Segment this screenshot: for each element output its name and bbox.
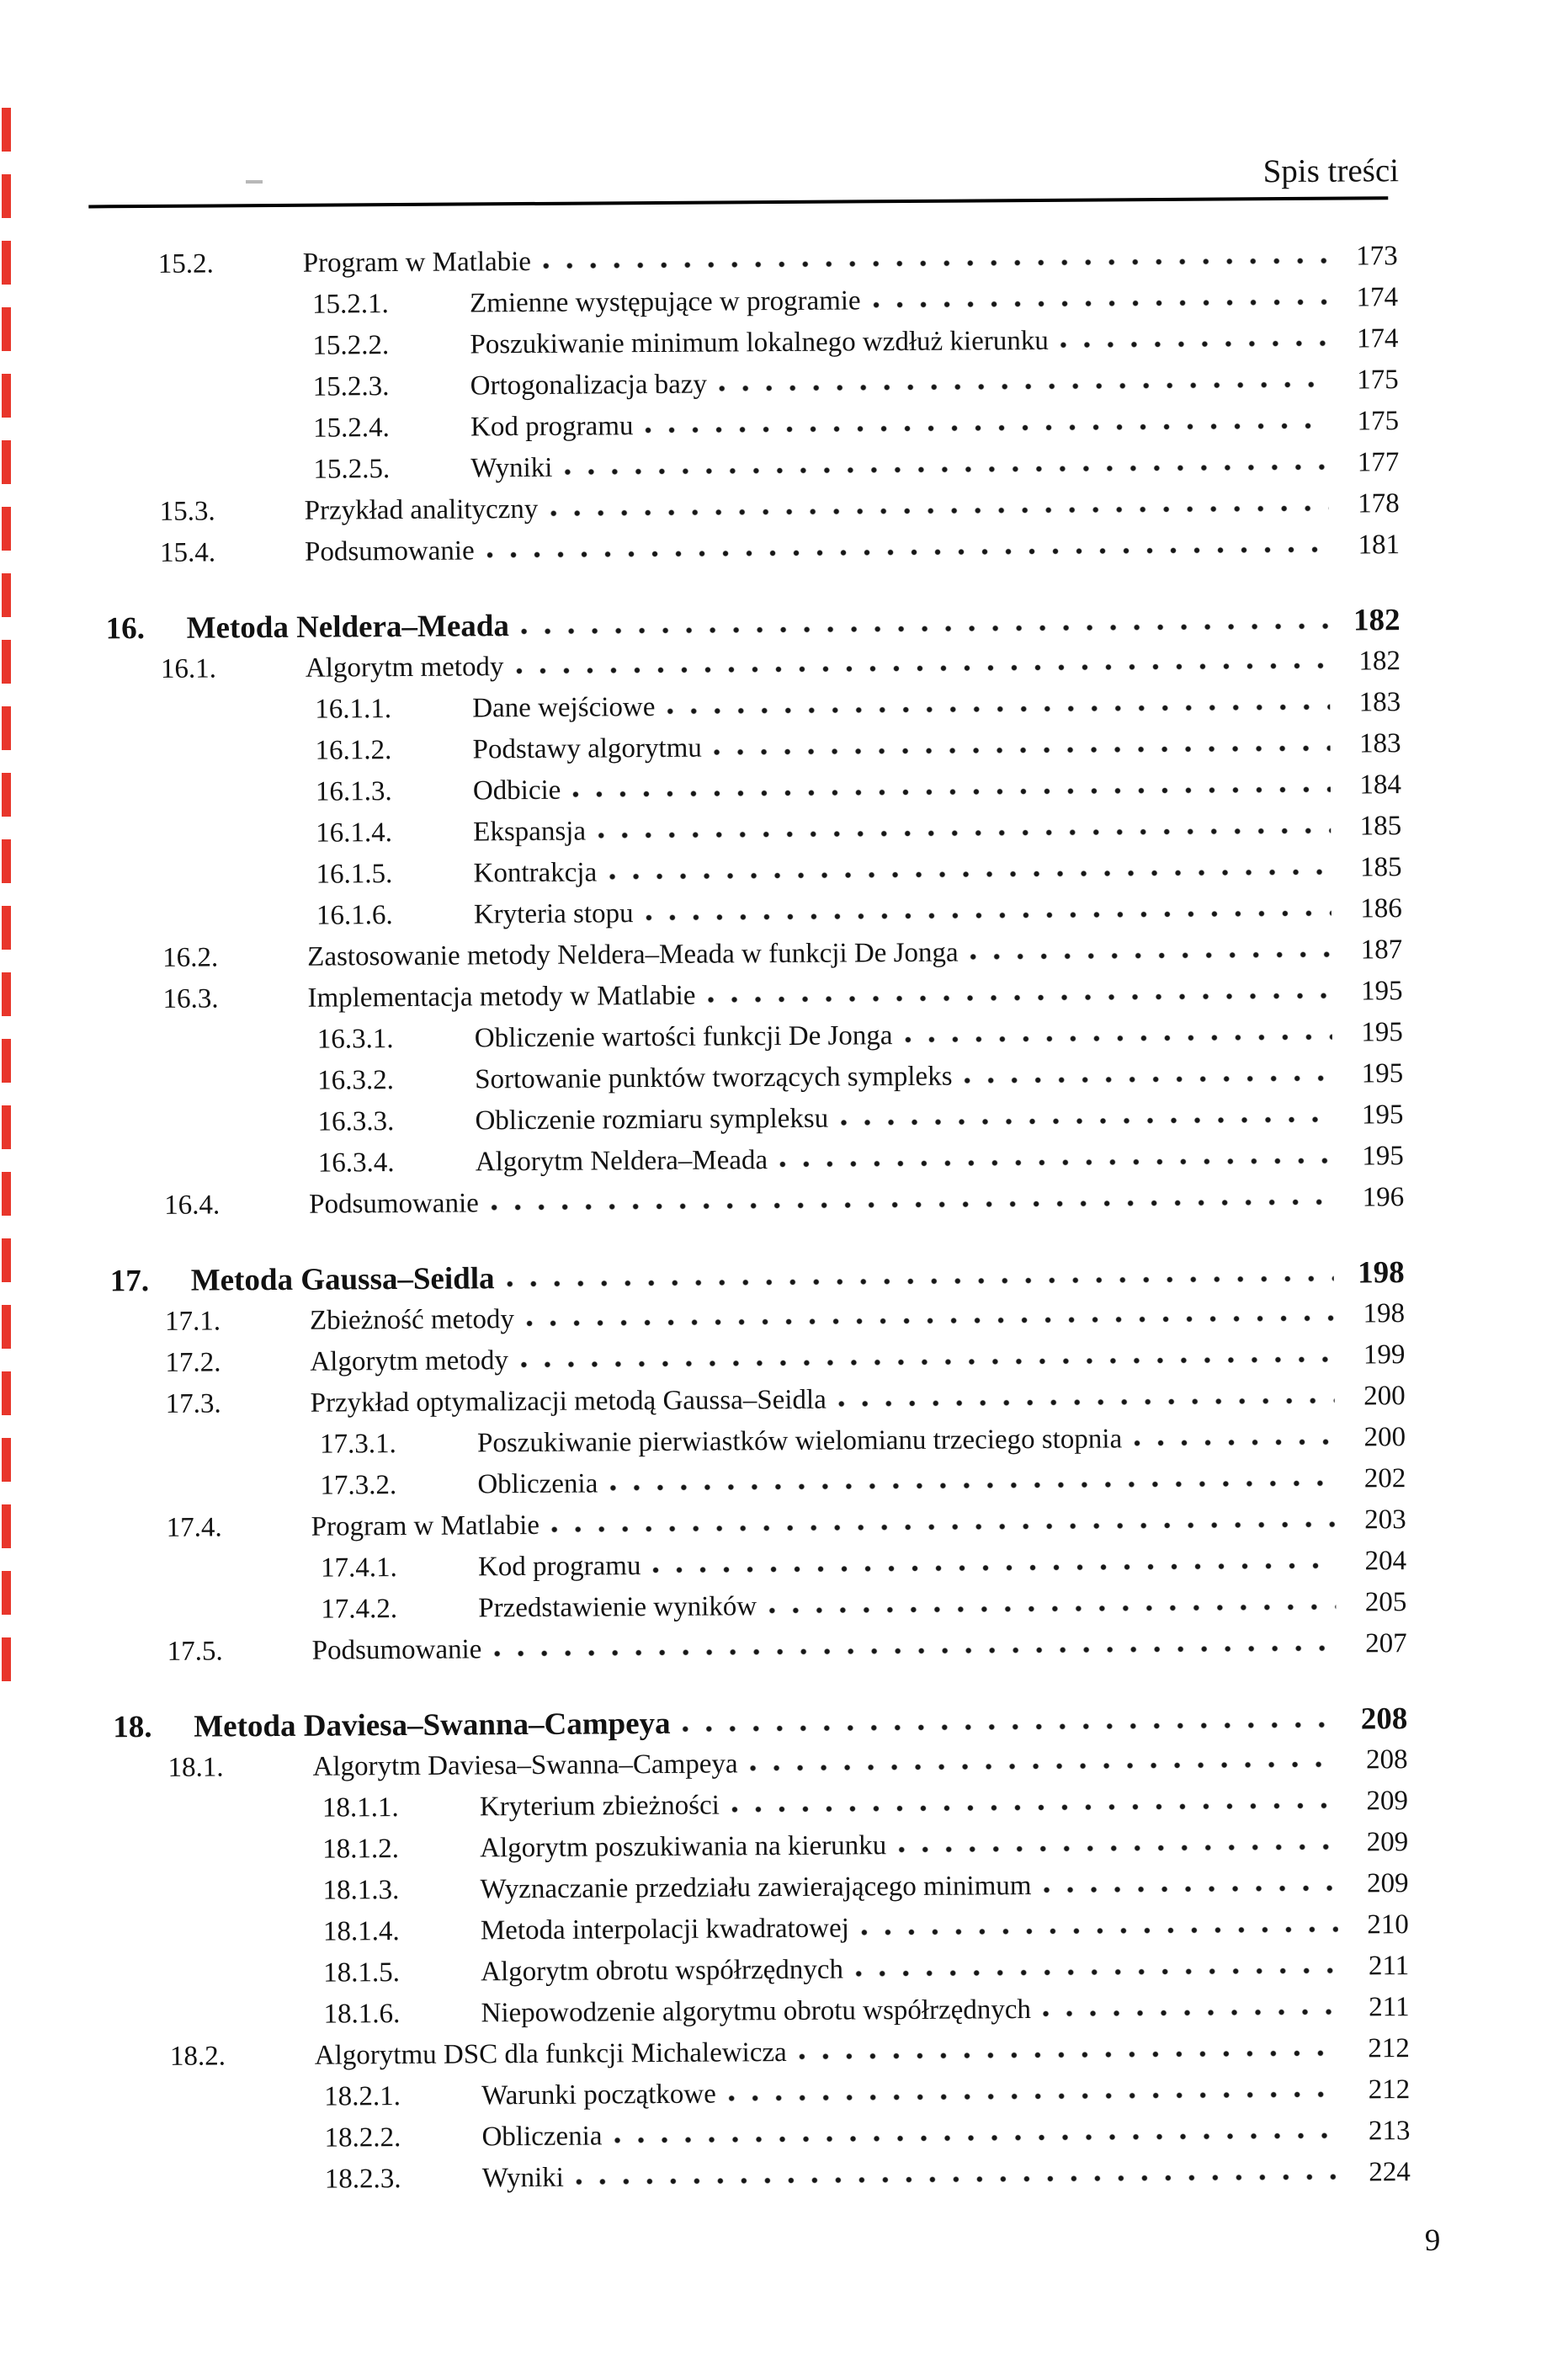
entry-page: 182 — [1358, 646, 1401, 677]
entry-title: Zmienne występujące w programie — [469, 285, 861, 319]
entry-number: 17. — [109, 1264, 150, 1299]
entry-page: 174 — [1356, 323, 1399, 354]
toc-entry — [113, 1623, 1407, 1673]
dot-leader — [714, 744, 1331, 757]
running-head: Spis treści — [1262, 152, 1400, 190]
dot-leader — [493, 1644, 1336, 1659]
dot-leader — [652, 1562, 1336, 1574]
entry-number: 16. — [105, 611, 146, 647]
entry-number: 18.1.4. — [322, 1916, 400, 1947]
dot-leader — [970, 950, 1332, 961]
entry-number: 15.4. — [159, 537, 216, 568]
entry-page: 187 — [1360, 934, 1403, 966]
dot-leader — [840, 1115, 1332, 1127]
entry-number: 18.1.1. — [322, 1792, 399, 1824]
entry-number: 15.2. — [157, 248, 214, 280]
entry-page: 211 — [1369, 1992, 1410, 2023]
entry-page: 205 — [1364, 1587, 1407, 1618]
dot-leader — [898, 1843, 1337, 1854]
entry-page: 196 — [1362, 1182, 1405, 1213]
dot-leader — [507, 1275, 1334, 1289]
entry-number: 18.1.6. — [323, 1999, 401, 2030]
entry-number: 16.3. — [162, 983, 219, 1014]
entry-number: 18.2. — [169, 2041, 226, 2072]
entry-title: Kod programu — [477, 1551, 641, 1583]
entry-page: 210 — [1367, 1909, 1409, 1941]
dot-leader — [667, 703, 1330, 716]
entry-number: 18.2.2. — [324, 2122, 401, 2154]
dot-leader — [779, 1157, 1333, 1169]
entry-number: 17.1. — [164, 1306, 221, 1337]
header-rule — [88, 196, 1388, 208]
dot-leader — [551, 1520, 1336, 1534]
entry-number: 15.2.1. — [311, 289, 389, 320]
entry-page: 208 — [1360, 1701, 1408, 1737]
entry-title: Przykład optymalizacji metodą Gaussa–Seidla — [310, 1384, 827, 1419]
dot-leader — [609, 1479, 1335, 1493]
entry-title: Ortogonalizacja bazy — [470, 369, 708, 402]
entry-page: 212 — [1368, 2033, 1410, 2064]
entry-title: Kryterium zbieżności — [479, 1790, 720, 1823]
entry-title: Wyniki — [470, 452, 553, 484]
toc-section — [104, 236, 1401, 574]
entry-page: 203 — [1364, 1504, 1406, 1536]
entry-title: Poszukiwanie pierwiastków wielomianu trzeciego stopnia — [476, 1424, 1123, 1459]
entry-number: 17.2. — [165, 1347, 221, 1378]
entry-number: 18.1. — [167, 1752, 224, 1783]
dot-leader — [576, 2173, 1340, 2186]
entry-title: Podsumowanie — [304, 535, 475, 567]
entry-page: 185 — [1359, 852, 1402, 883]
entry-page: 177 — [1357, 447, 1400, 478]
entry-page: 195 — [1361, 1058, 1404, 1089]
entry-title: Algorytm Daviesa–Swanna–Campeya — [312, 1749, 738, 1782]
entry-page: 186 — [1360, 893, 1402, 924]
dot-leader — [905, 1033, 1332, 1044]
entry-number: 16.1. — [160, 653, 217, 684]
entry-title: Metoda Neldera–Meada — [186, 609, 510, 646]
entry-page: 199 — [1363, 1339, 1406, 1371]
entry-page: 209 — [1366, 1786, 1409, 1817]
dot-leader — [646, 909, 1331, 922]
entry-title: Kod programu — [470, 411, 634, 443]
entry-number: 18. — [113, 1709, 152, 1745]
entry-number: 16.1.3. — [315, 776, 392, 807]
dot-leader — [520, 1355, 1334, 1369]
entry-page: 211 — [1368, 1951, 1410, 1982]
entry-title: Obliczenie wartości funkcji De Jonga — [474, 1020, 893, 1054]
entry-title: Program w Matlabie — [311, 1509, 540, 1542]
entry-page: 202 — [1363, 1463, 1406, 1494]
entry-title: Ekspansja — [473, 816, 587, 848]
entry-page: 195 — [1362, 1141, 1404, 1172]
toc-entry — [105, 524, 1400, 574]
entry-page: 198 — [1363, 1298, 1406, 1329]
dot-leader — [609, 868, 1331, 881]
entry-title: Obliczenia — [481, 2121, 603, 2153]
dot-leader — [521, 622, 1330, 636]
entry-title: Algorytmu DSC dla funkcji Michalewicza — [314, 2037, 787, 2071]
entry-number: 16.1.5. — [316, 859, 393, 890]
toc-section — [110, 1252, 1407, 1673]
entry-number: 16.1.6. — [316, 900, 393, 931]
entry-page: 200 — [1363, 1381, 1406, 1412]
entry-page: 178 — [1358, 488, 1400, 519]
entry-page: 173 — [1356, 241, 1398, 272]
entry-title: Kontrakcja — [473, 857, 598, 889]
dot-leader — [614, 2132, 1339, 2145]
entry-number: 17.5. — [167, 1636, 223, 1667]
entry-title: Warunki początkowe — [481, 2079, 716, 2111]
entry-number: 18.1.5. — [323, 1957, 401, 1989]
dot-leader — [564, 463, 1328, 477]
toc-entry — [116, 2152, 1411, 2202]
entry-page: 185 — [1359, 811, 1402, 842]
entry-title: Podsumowanie — [311, 1634, 482, 1666]
entry-page: 200 — [1363, 1422, 1406, 1453]
dot-leader — [645, 422, 1328, 434]
entry-title: Algorytm metody — [310, 1345, 509, 1377]
dot-leader — [861, 1925, 1338, 1937]
entry-number: 15.2.3. — [312, 371, 390, 402]
entry-number: 15.2.2. — [312, 330, 390, 361]
entry-number: 17.4. — [166, 1512, 222, 1543]
entry-number: 16.1.2. — [315, 735, 392, 766]
dot-leader — [964, 1074, 1332, 1085]
dot-leader — [707, 992, 1331, 1004]
dot-leader — [550, 504, 1328, 518]
entry-page: 181 — [1358, 530, 1401, 561]
dot-leader — [768, 1603, 1336, 1615]
entry-title: Implementacja metody w Matlabie — [307, 980, 696, 1014]
entry-page: 195 — [1361, 1099, 1404, 1131]
dot-leader — [572, 785, 1331, 799]
entry-number: 17.3. — [165, 1388, 221, 1419]
dot-leader — [1134, 1438, 1335, 1448]
entry-number: 16.1.4. — [316, 817, 393, 849]
entry-number: 18.2.1. — [324, 2081, 401, 2112]
entry-page: 213 — [1368, 2116, 1411, 2147]
entry-number: 16.3.1. — [316, 1024, 394, 1055]
entry-number: 17.4.1. — [320, 1552, 397, 1584]
dot-leader — [526, 1314, 1334, 1328]
folio-page-number: 9 — [1424, 2223, 1441, 2258]
entry-page: 175 — [1357, 365, 1399, 396]
dot-leader — [598, 827, 1331, 840]
entry-title: Obliczenia — [477, 1468, 598, 1500]
dot-leader — [873, 298, 1327, 310]
entry-title: Podstawy algorytmu — [472, 732, 702, 765]
entry-title: Algorytm poszukiwania na kierunku — [480, 1830, 887, 1864]
entry-number: 16.3.3. — [317, 1106, 395, 1137]
dot-leader — [1043, 2008, 1339, 2018]
entry-title: Algorytm metody — [305, 652, 504, 684]
entry-page: 209 — [1366, 1868, 1409, 1899]
entry-page: 184 — [1359, 769, 1402, 801]
entry-page: 224 — [1369, 2157, 1411, 2188]
entry-number: 17.3.1. — [319, 1429, 396, 1460]
dot-leader — [491, 1198, 1333, 1212]
entry-number: 15.2.4. — [312, 413, 390, 444]
entry-number: 16.2. — [162, 942, 219, 973]
entry-number: 18.2.3. — [324, 2164, 401, 2195]
entry-title: Sortowanie punktów tworzących sympleks — [475, 1061, 953, 1095]
entry-title: Metoda interpolacji kwadratowej — [480, 1913, 850, 1946]
dot-leader — [728, 2090, 1339, 2103]
toc-entry — [109, 1177, 1404, 1227]
entry-title: Dane wejściowe — [472, 692, 656, 724]
entry-page: 198 — [1358, 1255, 1405, 1291]
entry-title: Algorytm obrotu współrzędnych — [481, 1954, 844, 1988]
entry-title: Podsumowanie — [309, 1188, 479, 1220]
entry-title: Zbieżność metody — [309, 1304, 515, 1336]
entry-page: 195 — [1361, 1017, 1403, 1048]
entry-page: 182 — [1353, 603, 1401, 638]
entry-page: 212 — [1368, 2074, 1411, 2106]
dot-leader — [515, 662, 1329, 675]
entry-number: 16.3.4. — [317, 1147, 395, 1179]
entry-title: Poszukiwanie minimum lokalnego wzdłuż kierunku — [470, 325, 1049, 360]
dot-leader — [731, 1802, 1337, 1814]
entry-title: Metoda Gaussa–Seidla — [190, 1261, 495, 1298]
toc-section — [105, 599, 1404, 1227]
entry-page: 208 — [1365, 1744, 1408, 1776]
entry-page: 204 — [1364, 1546, 1407, 1577]
dot-leader — [543, 257, 1327, 270]
entry-page: 183 — [1358, 687, 1401, 718]
entry-title: Niepowodzenie algorytmu obrotu współrzędnych — [481, 1994, 1032, 2029]
entry-page: 174 — [1356, 282, 1399, 313]
entry-title: Wyznaczanie przedziału zawierającego minimum — [480, 1871, 1032, 1905]
entry-number: 15.3. — [159, 496, 215, 527]
entry-page: 207 — [1365, 1628, 1407, 1659]
entry-page: 209 — [1366, 1827, 1409, 1858]
entry-number: 16.3.2. — [317, 1065, 395, 1096]
entry-title: Odbicie — [472, 775, 561, 807]
table-of-contents — [104, 236, 1411, 2202]
entry-title: Program w Matlabie — [302, 246, 532, 279]
dot-leader — [1043, 1884, 1337, 1894]
entry-page: 195 — [1360, 976, 1403, 1007]
entry-number: 16.1.1. — [315, 694, 392, 725]
dot-leader — [750, 1760, 1337, 1773]
entry-title: Metoda Daviesa–Swanna–Campeya — [194, 1706, 671, 1744]
entry-number: 15.2.5. — [313, 454, 391, 485]
entry-number: 18.1.2. — [322, 1834, 400, 1865]
entry-number: 18.1.3. — [322, 1875, 400, 1906]
entry-title: Przykład analityczny — [304, 493, 539, 526]
entry-number: 17.4.2. — [321, 1594, 398, 1625]
toc-section — [113, 1698, 1411, 2202]
entry-number: 16.4. — [164, 1190, 221, 1221]
entry-number: 17.3.2. — [320, 1470, 397, 1501]
entry-page: 183 — [1358, 728, 1401, 759]
dot-leader — [799, 2049, 1339, 2061]
dot-leader — [1060, 339, 1328, 349]
dot-leader — [719, 381, 1328, 393]
dot-leader — [486, 546, 1329, 560]
dot-leader — [838, 1397, 1335, 1408]
entry-title: Przedstawienie wyników — [478, 1591, 757, 1624]
entry-page: 175 — [1357, 406, 1400, 437]
dot-leader — [855, 1967, 1338, 1978]
entry-title: Obliczenie rozmiaru sympleksu — [475, 1103, 829, 1137]
entry-title: Zastosowanie metody Neldera–Meada w funkcji De Jonga — [307, 937, 959, 972]
dot-leader — [683, 1721, 1337, 1733]
entry-title: Algorytm Neldera–Meada — [475, 1145, 768, 1178]
entry-title: Wyniki — [481, 2162, 564, 2194]
entry-title: Kryteria stopu — [473, 898, 634, 930]
